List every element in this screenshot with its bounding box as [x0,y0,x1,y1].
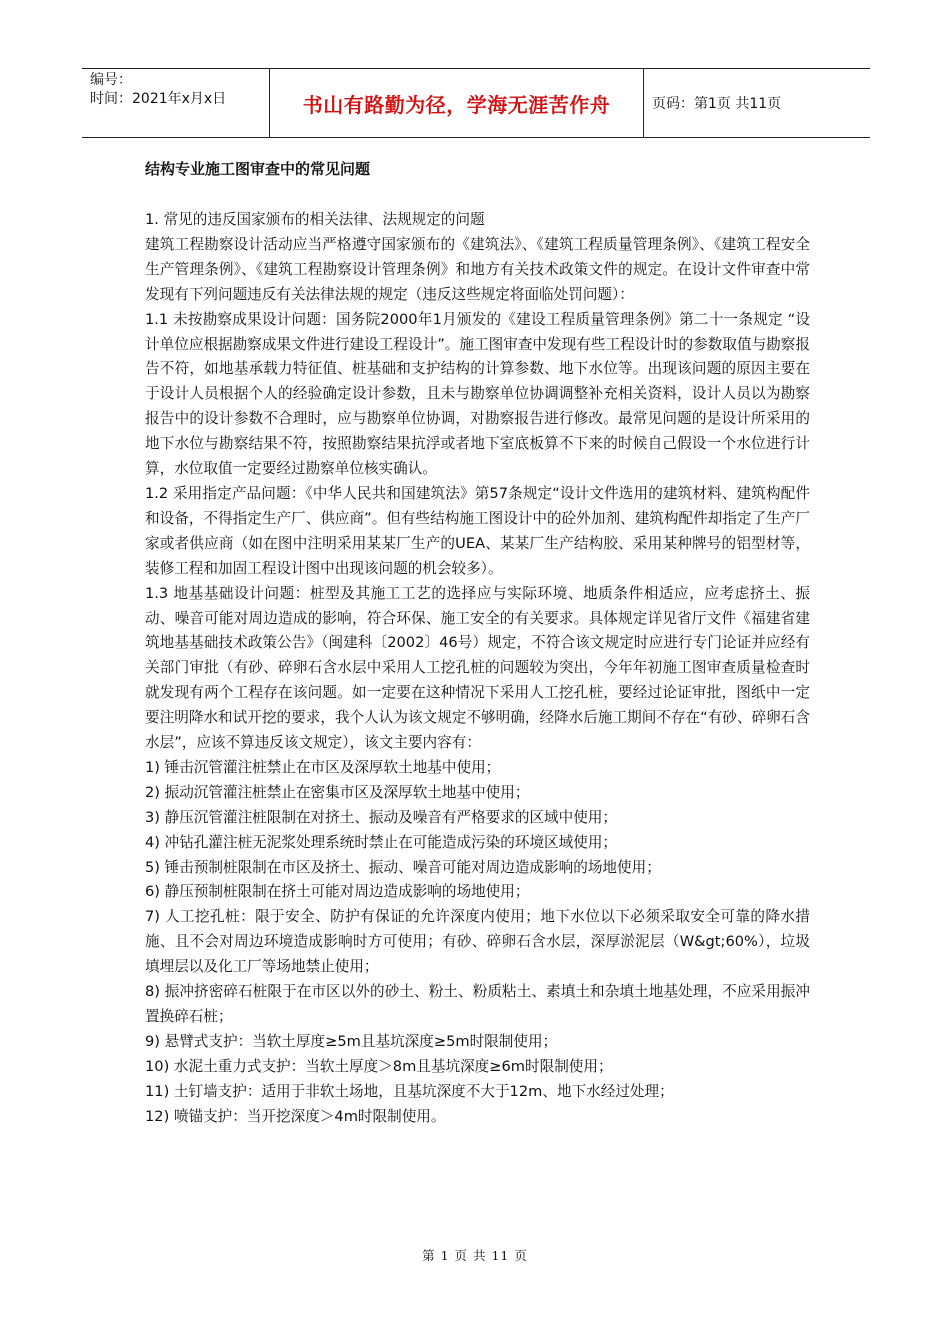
document-body [145,157,810,1130]
paragraph: 1.2 采用指定产品问题：《中华人民共和国建筑法》第57条规定“设计文件选用的建筑材料、建筑构配件和设备，不得指定生产厂、供应商”。但有些结构施工图设计中的砼外加剂、建筑构配件却指定了生产厂家或者供应商（如在图中注明采用某某厂生产的UEA、某某厂生产结构胶、采用某种牌号的铝型材等，装修工程和加固工程设计图中出现该问题的机会较多）。 [145,484,810,577]
header-meta [82,69,269,137]
paragraph: 1.1 未按勘察成果设计问题：国务院2000年1月颁发的《建设工程质量管理条例》第二十一条规定 “设计单位应根据勘察成果文件进行建设工程设计”。施工图审查中发现有些工程设计时的参数取值与勘察报告不符，如地基承载力特征值、桩基础和支护结构的计算参数、地下水位等。出现该问题的原因主要在于设计人员根据个人的经验确定设计参数，且未与勘察单位协调调整补充相关资料，设计人员以为勘察报告中的设计参数不合理时，应与勘察单位协调，对勘察报告进行修改。最常见问题的是设计所采用的地下水位与勘察结果不符，按照勘察结果抗浮或者地下室底板算不下来的时候自己假设一个水位进行计算，水位取值一定要经过勘察单位核实确认。 [145,310,810,478]
paragraph: 1. 常见的违反国家颁布的相关法律、法规规定的问题 [145,211,485,228]
document-title: 结构专业施工图审查中的常见问题 [145,160,371,178]
list-item: 3) 静压沉管灌注桩限制在对挤土、振动及噪音有严格要求的区域中使用； [145,808,618,826]
list-item: 6) 静压预制桩限制在挤土可能对周边造成影响的场地使用； [145,883,530,901]
list-item: 1) 锤击沉管灌注桩禁止在市区及深厚软土地基中使用； [145,758,501,776]
page-header [82,68,870,138]
list-item: 9) 悬臂式支护：当软土厚度≥5m且基坑深度≥5m时限制使用； [145,1032,558,1050]
header-page-label: 页码：第1页 共11页 [652,96,782,112]
list-item: 4) 冲钻孔灌注桩无泥浆处理系统时禁止在可能造成污染的环境区域使用； [145,833,618,851]
list-item: 11) 土钉墙支护：适用于非软土场地，且基坑深度不大于12m、地下水经过处理； [145,1082,674,1100]
document-number-label: 编号： [90,72,132,88]
page-footer: 第 1 页 共 11 页 [422,1248,528,1263]
list-item: 8) 振冲挤密碎石桩限于在市区以外的砂土、粉土、粉质粘土、素填土和杂填土地基处理，不应采用振冲置换碎石桩； [145,983,810,1025]
list-item: 7) 人工挖孔桩：限于安全、防护有保证的允许深度内使用；地下水位以下必须采取安全可靠的降水措施、且不会对周边环境造成影响时方可使用；有砂、碎卵石含水层，深厚淤泥层（W&gt;60%），垃圾填埋层以及化工厂等场地禁止使用； [145,908,810,976]
list-item: 10) 水泥土重力式支护：当软土厚度＞8m且基坑深度≥6m时限制使用； [145,1057,613,1075]
list-item: 12) 喷锚支护：当开挖深度＞4m时限制使用。 [145,1107,446,1125]
paragraph: 建筑工程勘察设计活动应当严格遵守国家颁布的《建筑法》、《建筑工程质量管理条例》、《建筑工程安全生产管理条例》、《建筑工程勘察设计管理条例》和地方有关技术政策文件的规定。在设计文件审查中常发现有下列问题违反有关法律法规的规定（违反这些规定将面临处罚问题）： [145,235,810,303]
paragraph: 1.3 地基基础设计问题：桩型及其施工工艺的选择应与实际环境、地质条件相适应，应考虑挤土、振动、噪音可能对周边造成的影响，符合环保、施工安全的有关要求。具体规定详见省厅文件《福建省建筑地基基础技术政策公告》（闽建科〔2002〕46号）规定，不符合该文规定时应进行专门论证并应经有关部门审批（有砂、碎卵石含水层中采用人工挖孔桩的问题较为突出，今年年初施工图审查质量检查时就发现有两个工程存在该问题。如一定要在这种情况下采用人工挖孔桩，要经过论证审批，图纸中一定要注明降水和试开挖的要求，我个人认为该文规定不够明确，经降水后施工期间不存在“有砂、碎卵石含水层”，应该不算违反该文规定），该文主要内容有： [145,584,810,752]
header-motto: 书山有路勤为径，学海无涯苦作舟 [269,69,644,137]
list-item: 2) 振动沉管灌注桩禁止在密集市区及深厚软土地基中使用； [145,783,530,801]
document-date-label: 时间：2021年x月x日 [90,91,227,107]
list-item: 5) 锤击预制桩限制在市区及挤土、振动、噪音可能对周边造成影响的场地使用； [145,858,661,876]
